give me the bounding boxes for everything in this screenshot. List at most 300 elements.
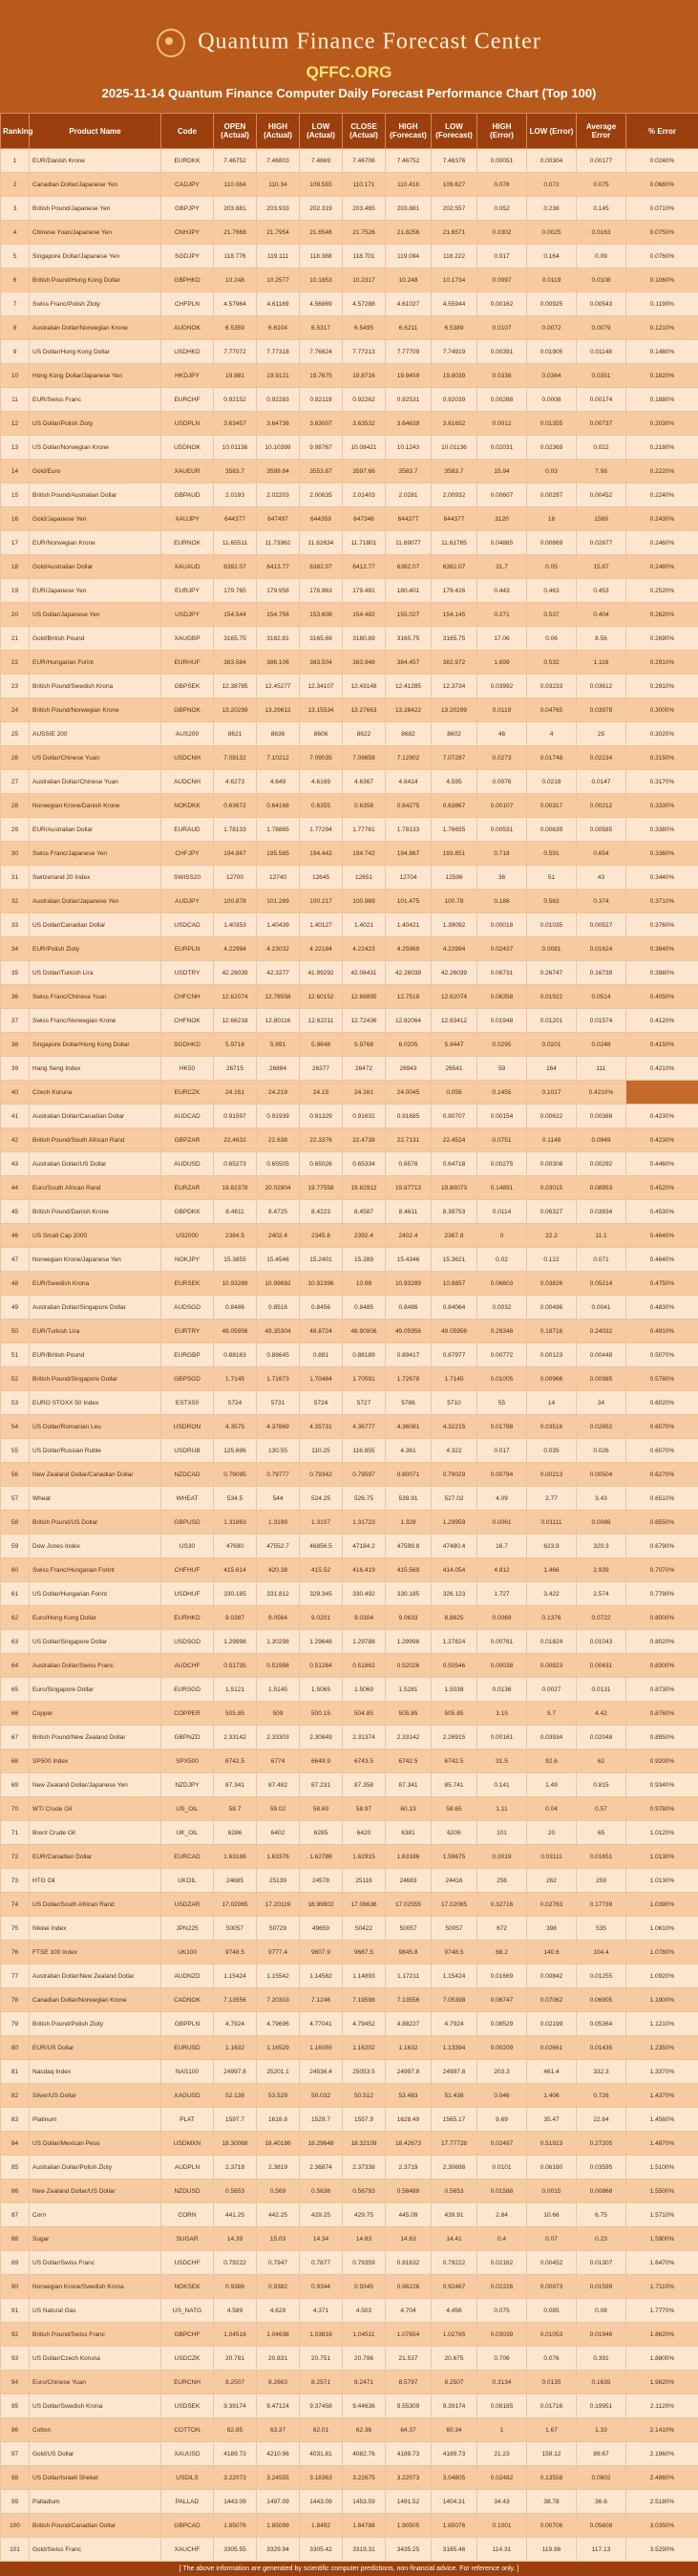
table-cell: 2.00635: [300, 483, 343, 507]
table-row: [1, 1487, 698, 1511]
table-cell: 100: [1, 2514, 30, 2538]
table-cell: 1443.09: [300, 2490, 343, 2514]
table-cell: 50422: [343, 1917, 386, 1941]
table-cell: 33: [1, 913, 30, 937]
table-cell: 7.77072: [214, 340, 257, 364]
table-cell: 24685: [214, 1869, 257, 1893]
table-cell: NZDCAD: [161, 1463, 214, 1487]
table-cell: 130.55: [257, 1439, 300, 1463]
product-name-cell: Australian Dollar/Swiss Franc: [30, 1654, 161, 1678]
table-cell: 65: [577, 1821, 626, 1845]
table-cell: 10.93289: [214, 1272, 257, 1296]
product-name-cell: FTSE 100 Index: [30, 1941, 161, 1964]
table-row: [1, 2323, 698, 2347]
table-row: [1, 2251, 698, 2275]
table-cell: 5.991: [257, 1033, 300, 1057]
table-row: [1, 555, 698, 579]
table-cell: 0.706: [477, 2347, 527, 2371]
product-name-cell: Corn: [30, 2203, 161, 2227]
table-cell: GBPJPY: [161, 197, 214, 221]
table-cell: 16.99802: [300, 1893, 343, 1917]
table-cell: 4.322: [432, 1439, 477, 1463]
table-cell: 0.9780%: [626, 1797, 698, 1821]
table-row: [1, 2371, 698, 2394]
table-cell: 1.02765: [432, 2323, 477, 2347]
table-cell: 0.03595: [577, 2156, 626, 2179]
table-cell: EURPLN: [161, 937, 214, 961]
table-cell: 4.88227: [386, 2012, 432, 2036]
table-cell: SPX500: [161, 1750, 214, 1773]
table-cell: 45: [1, 1200, 30, 1224]
table-cell: 46: [477, 722, 527, 746]
table-cell: 79: [1, 2012, 30, 2036]
table-row: [1, 794, 698, 818]
table-cell: 52.138: [214, 2084, 257, 2108]
table-cell: 155.027: [386, 603, 432, 627]
table-cell: 1.11: [477, 1797, 527, 1821]
table-cell: 382.972: [432, 651, 477, 675]
table-cell: EURAUD: [161, 818, 214, 842]
table-cell: 5724: [300, 1391, 343, 1415]
table-cell: 0.00543: [577, 292, 626, 316]
product-name-cell: Australian Dollar/US Dollar: [30, 1152, 161, 1176]
table-cell: 14.41: [432, 2227, 477, 2251]
table-cell: 65: [1, 1678, 30, 1702]
table-cell: 0.2180%: [626, 436, 698, 460]
table-cell: 3.22073: [214, 2466, 257, 2490]
table-cell: 0.02031: [477, 436, 527, 460]
table-cell: 0.0201: [527, 1033, 577, 1057]
table-cell: 0.00388: [577, 1105, 626, 1128]
table-cell: 4: [527, 722, 577, 746]
table-cell: 4.79452: [343, 2012, 386, 2036]
table-cell: 2345.6: [300, 1224, 343, 1248]
table-cell: 100.217: [300, 890, 343, 913]
table-cell: 6285: [300, 1821, 343, 1845]
table-cell: XAUEUR: [161, 460, 214, 483]
table-cell: 49.35304: [257, 1320, 300, 1343]
table-cell: 0.2690%: [626, 627, 698, 651]
table-row: [1, 1988, 698, 2012]
table-cell: 0.02763: [527, 1893, 577, 1917]
table-cell: NOKSEK: [161, 2275, 214, 2299]
table-cell: 10.99892: [257, 1272, 300, 1296]
table-cell: 644359: [300, 507, 343, 531]
table-cell: 442.25: [257, 2203, 300, 2227]
table-cell: 8: [1, 316, 30, 340]
table-cell: 22: [1, 651, 30, 675]
table-cell: 2.36874: [300, 2156, 343, 2179]
table-cell: 0.071: [577, 1248, 626, 1272]
table-cell: 26943: [386, 1057, 432, 1081]
table-cell: 7.10212: [257, 746, 300, 770]
table-cell: 6.5317: [300, 316, 343, 340]
table-cell: 0.0750%: [626, 221, 698, 245]
table-cell: 12.60152: [300, 985, 343, 1009]
table-cell: 4.595: [432, 770, 477, 794]
product-name-cell: British Pound/South African Rand: [30, 1128, 161, 1152]
table-cell: 6742.5: [214, 1750, 257, 1773]
table-cell: 0.075: [577, 173, 626, 197]
table-cell: 17.06: [477, 627, 527, 651]
table-cell: 49: [1, 1296, 30, 1320]
table-cell: 7.46376: [432, 149, 477, 173]
table-cell: 62: [1, 1606, 30, 1630]
table-cell: 0.03: [527, 460, 577, 483]
table-cell: 1.9820%: [626, 2371, 698, 2394]
table-cell: 1.5100%: [626, 2156, 698, 2179]
table-cell: 49.05956: [386, 1320, 432, 1343]
table-cell: 0.6070%: [626, 1439, 698, 1463]
table-row: [1, 2084, 698, 2108]
table-cell: 0: [477, 1224, 527, 1248]
table-cell: 1.5065: [300, 1678, 343, 1702]
table-cell: 1.62786: [300, 1845, 343, 1869]
table-cell: 0.00925: [527, 292, 577, 316]
table-cell: 2.3819: [257, 2156, 300, 2179]
table-cell: 4082.76: [343, 2442, 386, 2466]
table-cell: 10.01136: [432, 436, 477, 460]
table-cell: 1.4370%: [626, 2084, 698, 2108]
table-cell: 20.675: [432, 2347, 477, 2371]
table-cell: 51: [1, 1343, 30, 1367]
table-cell: 10.2317: [343, 268, 386, 292]
table-cell: 0.1190%: [626, 292, 698, 316]
table-cell: CNHJPY: [161, 221, 214, 245]
table-cell: 0.0086: [577, 1511, 626, 1535]
table-cell: 40: [1, 1081, 30, 1105]
table-cell: 9.69: [477, 2108, 527, 2132]
table-cell: SUGAR: [161, 2227, 214, 2251]
table-cell: 2.37338: [343, 2156, 386, 2179]
table-cell: 415.52: [300, 1558, 343, 1582]
table-cell: 83: [1, 2108, 30, 2132]
product-name-cell: AUSSIE 200: [30, 722, 161, 746]
table-row: [1, 1033, 698, 1057]
table-cell: 1.3107: [300, 1511, 343, 1535]
table-cell: 0.0072: [527, 316, 577, 340]
product-name-cell: EUR/Swiss Franc: [30, 388, 161, 412]
product-name-cell: Nikkei Index: [30, 1917, 161, 1941]
table-cell: 0.65505: [257, 1152, 300, 1176]
product-name-cell: US Dollar/Polish Zloty: [30, 412, 161, 436]
table-cell: 3.24555: [257, 2466, 300, 2490]
table-cell: 9.47124: [257, 2394, 300, 2418]
table-cell: 2.0281: [386, 483, 432, 507]
table-cell: 20: [1, 603, 30, 627]
table-cell: 415.614: [214, 1558, 257, 1582]
table-cell: 1.29959: [432, 1511, 477, 1535]
table-cell: UK_OIL: [161, 1821, 214, 1845]
table-cell: 0.052: [477, 197, 527, 221]
table-cell: 15.4546: [257, 1248, 300, 1272]
table-cell: CADJPY: [161, 173, 214, 197]
table-cell: 0.0069: [477, 1606, 527, 1630]
table-cell: 14.34: [300, 2227, 343, 2251]
table-row: [1, 1869, 698, 1893]
table-cell: 55: [477, 1391, 527, 1415]
table-cell: 3583.7: [214, 460, 257, 483]
table-cell: 0.4: [477, 2227, 527, 2251]
table-row: [1, 2012, 698, 2036]
table-cell: 20.751: [300, 2347, 343, 2371]
table-cell: 24578: [300, 1869, 343, 1893]
table-cell: 11.1: [577, 1224, 626, 1248]
table-row: [1, 890, 698, 913]
table-cell: 1.49: [527, 1773, 577, 1797]
table-cell: 0.7070%: [626, 1558, 698, 1582]
table-cell: 11.71801: [343, 531, 386, 555]
table-cell: 0.3440%: [626, 866, 698, 890]
table-cell: 1.85076: [432, 2514, 477, 2538]
table-cell: 0.0032: [477, 1296, 527, 1320]
table-cell: 0.01905: [527, 340, 577, 364]
table-cell: 12.62074: [214, 985, 257, 1009]
table-cell: 0.80071: [386, 1463, 432, 1487]
table-cell: 0.91597: [214, 1105, 257, 1128]
table-cell: 0.01355: [527, 412, 577, 436]
table-cell: 0.569: [257, 2179, 300, 2203]
table-cell: 47: [1, 1248, 30, 1272]
table-cell: 0.2620%: [626, 603, 698, 627]
table-cell: 6286: [214, 1821, 257, 1845]
table-cell: 0.02199: [527, 2012, 577, 2036]
table-cell: 0.00585: [577, 818, 626, 842]
product-name-cell: Gold/Swiss Franc: [30, 2538, 161, 2562]
table-cell: 8606: [300, 722, 343, 746]
table-cell: 7.13556: [386, 1988, 432, 2012]
table-cell: 49.05956: [214, 1320, 257, 1343]
table-cell: 9748.5: [432, 1941, 477, 1964]
table-cell: 44: [1, 1176, 30, 1200]
table-cell: 330.185: [386, 1582, 432, 1606]
table-cell: 3329.94: [257, 2538, 300, 2562]
table-cell: 22.4632: [214, 1128, 257, 1152]
table-cell: 86: [1, 2179, 30, 2203]
table-cell: 1.78133: [386, 818, 432, 842]
table-cell: 0.08953: [577, 1176, 626, 1200]
table-cell: 87.341: [214, 1773, 257, 1797]
table-cell: 1557.9: [343, 2108, 386, 2132]
table-cell: 0.0015: [527, 2179, 577, 2203]
table-cell: 0.0012: [477, 412, 527, 436]
table-cell: 6649.9: [300, 1750, 343, 1773]
product-name-cell: Canadian Dollar/Norwegian Krone: [30, 1988, 161, 2012]
table-cell: 0.4120%: [626, 1009, 698, 1033]
table-row: [1, 436, 698, 460]
table-row: [1, 1797, 698, 1821]
table-cell: 4: [1, 221, 30, 245]
table-cell: 0.00869: [527, 531, 577, 555]
table-cell: 46856.5: [300, 1535, 343, 1558]
table-cell: 0.91685: [386, 1105, 432, 1128]
table-cell: 0.00431: [577, 1654, 626, 1678]
table-cell: 50729: [257, 1917, 300, 1941]
table-cell: 0.01111: [527, 1511, 577, 1535]
table-cell: 0.0061: [477, 1511, 527, 1535]
table-cell: 0.6358: [343, 794, 386, 818]
table-cell: 1.7145: [214, 1367, 257, 1391]
table-cell: 8.4223: [300, 1200, 343, 1224]
table-cell: 0.00452: [577, 483, 626, 507]
table-cell: EURNOK: [161, 531, 214, 555]
table-cell: 0.7877: [300, 2251, 343, 2275]
table-cell: 3182.81: [257, 627, 300, 651]
table-cell: 2.1410%: [626, 2418, 698, 2442]
table-cell: 11: [1, 388, 30, 412]
table-cell: 25201.1: [257, 2060, 300, 2084]
table-cell: 99: [1, 2490, 30, 2514]
table-cell: 54: [1, 1415, 30, 1439]
table-cell: 203.465: [343, 197, 386, 221]
table-row: [1, 221, 698, 245]
table-cell: 4.37869: [257, 1415, 300, 1439]
table-cell: AUDPLN: [161, 2156, 214, 2179]
table-cell: 3.64738: [257, 412, 300, 436]
table-cell: 87.231: [300, 1773, 343, 1797]
table-cell: EURCZK: [161, 1081, 214, 1105]
table-cell: 56: [1, 1463, 30, 1487]
table-cell: 24997.8: [432, 2060, 477, 2084]
table-cell: 1.466: [527, 1558, 577, 1582]
brand-row: [0, 0, 698, 57]
table-cell: 3.22675: [343, 2466, 386, 2490]
table-cell: 1.6470%: [626, 2251, 698, 2275]
table-cell: 1.1632: [386, 2036, 432, 2060]
table-cell: 19: [1, 579, 30, 603]
table-cell: 1.40353: [214, 913, 257, 937]
table-cell: 0.79222: [214, 2251, 257, 2275]
table-cell: 0.91329: [300, 1105, 343, 1128]
table-row: [1, 1582, 698, 1606]
table-cell: 0.1376: [527, 1606, 577, 1630]
table-cell: 0.00985: [577, 1367, 626, 1391]
table-cell: 0.026: [577, 1439, 626, 1463]
table-cell: 21.7954: [257, 221, 300, 245]
table-cell: 0.881: [300, 1343, 343, 1367]
table-cell: 0.00452: [527, 2251, 577, 2275]
table-cell: 100.969: [343, 890, 386, 913]
table-cell: 26: [1, 746, 30, 770]
table-cell: 0.2430%: [626, 507, 698, 531]
table-cell: 0.9345: [343, 2275, 386, 2299]
table-row: [1, 1606, 698, 1630]
table-cell: 35.47: [527, 2108, 577, 2132]
table-cell: 0.6790%: [626, 1535, 698, 1558]
table-cell: 4.704: [386, 2299, 432, 2323]
product-name-cell: EUR/Polish Zloty: [30, 937, 161, 961]
table-cell: 20.831: [257, 2347, 300, 2371]
table-cell: 0.4640%: [626, 1248, 698, 1272]
table-cell: 6381: [386, 1821, 432, 1845]
table-cell: 4.589: [214, 2299, 257, 2323]
table-cell: 5.9648: [300, 1033, 343, 1057]
table-cell: NAS100: [161, 2060, 214, 2084]
table-cell: 1.07654: [386, 2323, 432, 2347]
product-name-cell: EUR/Norwegian Krone: [30, 531, 161, 555]
table-cell: US30: [161, 1535, 214, 1558]
table-cell: 2.30849: [300, 1726, 343, 1750]
table-cell: 544: [257, 1487, 300, 1511]
table-row: [1, 1152, 698, 1176]
table-cell: 0.3840%: [626, 937, 698, 961]
table-cell: 0.01624: [577, 937, 626, 961]
table-cell: 34: [577, 1391, 626, 1415]
table-cell: 15.03: [257, 2227, 300, 2251]
table-cell: 0.5653: [432, 2179, 477, 2203]
table-cell: 1453.59: [343, 2490, 386, 2514]
table-cell: 2367.8: [432, 1224, 477, 1248]
table-cell: 0.8516: [257, 1296, 300, 1320]
table-cell: 9.0387: [214, 1606, 257, 1630]
table-cell: USDPLN: [161, 412, 214, 436]
product-name-cell: British Pound/Australian Dollar: [30, 483, 161, 507]
table-row: [1, 2442, 698, 2466]
table-cell: 2.84: [477, 2203, 527, 2227]
table-cell: 0.2030%: [626, 412, 698, 436]
table-cell: 0.00496: [527, 1296, 577, 1320]
product-name-cell: British Pound/New Zealand Dollar: [30, 1726, 161, 1750]
table-cell: 1.5710%: [626, 2203, 698, 2227]
table-cell: 12.3734: [432, 675, 477, 698]
table-cell: 98: [1, 2466, 30, 2490]
table-cell: 0.5638: [300, 2179, 343, 2203]
table-cell: 48.90906: [343, 1320, 386, 1343]
table-cell: 1.85099: [257, 2514, 300, 2538]
table-cell: 0.02437: [477, 937, 527, 961]
table-cell: 0.4520%: [626, 1176, 698, 1200]
table-cell: 80: [1, 2036, 30, 2060]
table-cell: 2.574: [577, 1582, 626, 1606]
product-name-cell: New Zealand Dollar/Canadian Dollar: [30, 1463, 161, 1487]
table-row: [1, 818, 698, 842]
table-cell: 329.345: [300, 1582, 343, 1606]
table-cell: 4.7924: [214, 2012, 257, 2036]
table-cell: 256: [477, 1869, 527, 1893]
table-cell: 15.3621: [432, 1248, 477, 1272]
table-row: [1, 1654, 698, 1678]
table-cell: 0.07: [527, 2227, 577, 2251]
table-cell: 0.00038: [477, 1654, 527, 1678]
table-cell: 1.77294: [300, 818, 343, 842]
table-cell: 0.51735: [214, 1654, 257, 1678]
table-cell: 84: [1, 2132, 30, 2156]
table-cell: 0.563: [527, 890, 577, 913]
table-cell: 7.46752: [386, 149, 432, 173]
table-cell: USDRUB: [161, 1439, 214, 1463]
table-cell: 7.09858: [343, 746, 386, 770]
table-cell: 154.544: [214, 603, 257, 627]
table-cell: 57: [1, 1487, 30, 1511]
table-row: [1, 1224, 698, 1248]
table-cell: 0.88163: [214, 1343, 257, 1367]
table-cell: 0.0760%: [626, 245, 698, 268]
table-cell: 25: [1, 722, 30, 746]
table-cell: 1.70484: [300, 1367, 343, 1391]
table-cell: 1565.17: [432, 2108, 477, 2132]
table-cell: 1.5069: [343, 1678, 386, 1702]
table-cell: 1.1632: [214, 2036, 257, 2060]
table-cell: UKOIL: [161, 1869, 214, 1893]
table-cell: 140.6: [527, 1941, 577, 1964]
table-cell: 195.585: [257, 842, 300, 866]
table-cell: 29: [1, 818, 30, 842]
table-cell: 0.32716: [477, 1893, 527, 1917]
table-cell: CORN: [161, 2203, 214, 2227]
table-cell: 0.0041: [577, 1296, 626, 1320]
table-cell: 0.00297: [527, 483, 577, 507]
table-cell: 1497.09: [257, 2490, 300, 2514]
